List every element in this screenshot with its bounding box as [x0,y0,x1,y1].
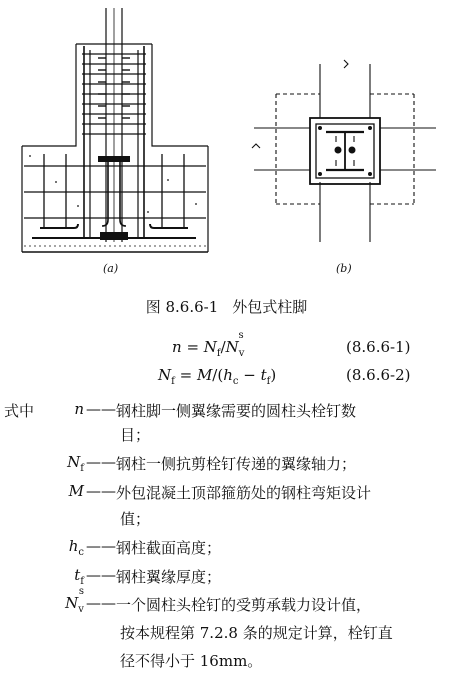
definition-nf-symbol: $N_f$ [67,453,84,474]
where-label: 式中 [4,402,35,420]
definition-nf-text: 钢柱一侧抗剪栓钉传递的翼缘轴力； [116,455,357,473]
definition-n-symbol: n [74,400,84,418]
figure-label-b: (b) [336,262,352,275]
definition-n-dash: —— [86,400,116,418]
equation-2-expression: $N_f = M/(h_c - t_f)$ [158,366,277,387]
definition-m-dash: —— [86,482,116,500]
column-base-elevation-drawing [18,6,210,258]
definition-nvs-text: 一个圆柱头栓钉的受剪承载力设计值， [116,596,372,614]
equation-1-expression: $n = N_f/N_v^s$ [172,330,245,359]
figure-caption-number: 图 8.6.6-1 [145,298,219,316]
definition-nvs-symbol: $N_v^s$ [65,586,84,615]
figure-label-a: (a) [103,262,119,275]
figure-caption [0,296,453,317]
equation-2-number: (8.6.6-2) [346,366,411,384]
definition-n-text: 钢柱脚一侧翼缘需要的圆柱头栓钉数 [116,402,357,420]
definition-tf-text: 钢柱翼缘厚度； [116,568,222,586]
definition-tf-symbol: $t_f$ [74,566,84,587]
definition-m-text: 外包混凝土顶部箍筋处的钢柱弯矩设计 [116,484,372,502]
definition-nvs-continuation-2: 径不得小于 16mm。 [120,652,263,670]
column-base-plan-drawing [250,58,440,248]
definition-hc-text: 钢柱截面高度； [116,539,222,557]
figure-caption-title: 外包式柱脚 [232,298,308,316]
definition-hc-dash: —— [86,537,116,555]
definition-nvs-dash: —— [86,594,116,612]
definition-n-continuation: 目； [120,426,151,444]
equation-1-number: (8.6.6-1) [346,338,411,356]
definition-nvs-continuation-1: 按本规程第 7.2.8 条的规定计算，栓钉直 [120,624,393,642]
definition-m-continuation: 值； [120,510,151,528]
definition-m-symbol: M [68,482,84,500]
definition-tf-dash: —— [86,566,116,584]
definition-nf-dash: —— [86,453,116,471]
definition-hc-symbol: $h_c$ [68,537,84,558]
